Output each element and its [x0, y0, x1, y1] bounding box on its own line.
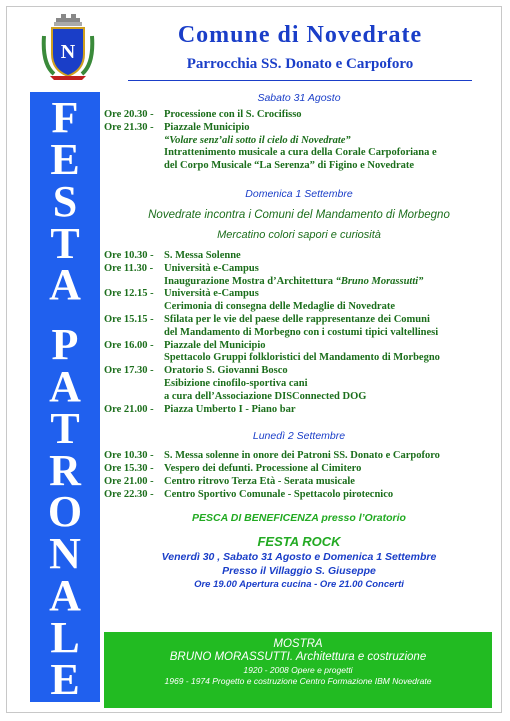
band-letter: E — [50, 134, 80, 184]
band-letter: N — [49, 529, 81, 579]
event-row: Ore 15.30 - Vespero dei defunti. Processione al Cimitero — [104, 463, 362, 475]
event-detail: del Corpo Musicale “La Serenza” di Figino e Novedrate — [164, 160, 415, 172]
event-detail: Spettacolo Gruppi folkloristici del Mandamento di Morbegno — [164, 352, 440, 364]
pesca-di-beneficenza: PESCA DI BENEFICENZA presso l’Oratorio — [192, 511, 406, 524]
day1-title: Sabato 31 Agosto — [257, 92, 341, 104]
mostra-title: MOSTRA — [273, 638, 323, 650]
event-row: Ore 17.30 - Oratorio S. Giovanni Bosco — [104, 365, 288, 377]
program-content — [104, 92, 494, 590]
festa-rock-title: FESTA ROCK — [257, 533, 341, 549]
mostra-line2: 1920 - 2008 Opere e progetti — [243, 665, 353, 675]
band-letter: E — [50, 654, 80, 704]
event-detail: del Mandamento di Morbegno con i costumi tipici valtellinesi — [164, 326, 439, 338]
band-letter: F — [51, 93, 79, 142]
event-row: Ore 11.30 - Università e-Campus — [104, 262, 259, 274]
band-letter: T — [50, 403, 80, 453]
event-row: Ore 10.30 - S. Messa solenne in onore dei Patroni SS. Donato e Carpoforo — [104, 450, 440, 462]
svg-text:N: N — [60, 41, 76, 63]
event-row: Ore 22.30 - Centro Sportivo Comunale - Spettacolo pirotecnico — [104, 488, 394, 500]
day2-title: Domenica 1 Settembre — [245, 187, 353, 200]
band-letter: S — [52, 176, 78, 226]
event-detail: Cerimonia di consegna delle Medaglie di Novedrate — [164, 301, 395, 313]
day3-title: Lunedì 2 Settembre — [252, 430, 346, 443]
festa-rock-hours: Ore 19.00 Apertura cucina - Ore 21.00 Concerti — [194, 578, 404, 590]
festa-rock-dates: Venerdì 30 , Sabato 31 Agosto e Domenica 1 Settembre — [161, 550, 437, 563]
band-letter: A — [49, 260, 81, 310]
mostra-line3: 1969 - 1974 Progetto e costruzione Centro Formazione IBM Novedrate — [164, 676, 432, 686]
event-row: Ore 16.00 - Piazzale del Municipio — [104, 339, 266, 351]
mostra-box — [104, 632, 492, 708]
event-row: Ore 10.30 - S. Messa Solenne — [104, 249, 241, 261]
event-row: Ore 20.30 - Processione con il S. Crocifisso — [104, 109, 302, 120]
event-detail: a cura dell’Associazione DISConnected DOG — [164, 390, 367, 402]
day2-subhead: Mercatino colori sapori e curiosità — [217, 228, 381, 241]
mostra-line1: BRUNO MORASSUTTI. Architettura e costruzione — [169, 651, 427, 663]
band-letter: A — [49, 571, 81, 621]
event-row: Ore 21.30 - Piazzale Municipio — [104, 121, 250, 133]
event-row: Ore 15.15 - Sfilata per le vie del paese delle rappresentanze dei Comuni — [104, 313, 430, 325]
band-letter: R — [49, 445, 81, 495]
day2-headline: Novedrate incontra i Comuni del Mandamento di Morbegno — [148, 208, 450, 221]
page-subtitle: Parrocchia SS. Donato e Carpoforo — [186, 56, 414, 72]
event-row: Ore 21.00 - Piazza Umberto I - Piano bar — [104, 403, 296, 415]
event-detail: “Volare senz’ali sotto il cielo di Novedrate” — [164, 134, 351, 146]
divider — [128, 80, 472, 81]
municipal-crest-icon — [40, 14, 96, 82]
festa-patronale-band — [30, 92, 100, 702]
band-letter: A — [49, 361, 81, 411]
band-letter: L — [50, 612, 80, 662]
event-detail: Esibizione cinofilo-sportiva cani — [164, 377, 308, 389]
event-detail: Inaugurazione Mostra d’Architettura “Bruno Morassutti” — [164, 275, 424, 287]
event-row: Ore 21.00 - Centro ritrovo Terza Età - Serata musicale — [104, 475, 355, 487]
festa-rock-location: Presso il Villaggio S. Giuseppe — [222, 564, 376, 577]
event-row: Ore 12.15 - Università e-Campus — [104, 288, 259, 300]
band-letter: O — [47, 487, 83, 537]
event-detail: Intrattenimento musicale a cura della Corale Carpoforiana e — [164, 147, 437, 159]
band-letter: T — [50, 218, 80, 268]
page-title: Comune di Novedrate — [177, 22, 423, 48]
band-letter: P — [51, 320, 79, 370]
